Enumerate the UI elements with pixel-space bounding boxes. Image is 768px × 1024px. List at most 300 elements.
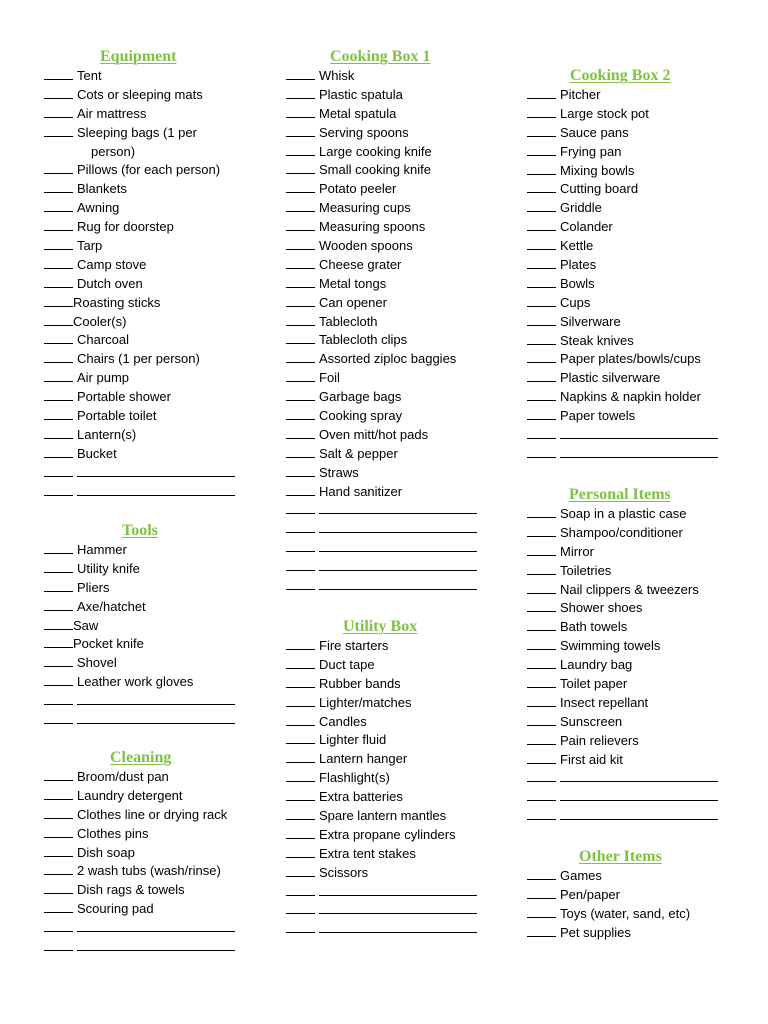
checklist-item-label: Pocket knife — [73, 636, 144, 652]
checkbox-blank-line[interactable] — [527, 180, 556, 193]
checkbox-blank-line[interactable] — [527, 543, 556, 556]
cooking-box-1-section — [286, 47, 526, 596]
checklist-item-label: Dish rags & towels — [77, 882, 185, 898]
blank-entry-row — [527, 426, 767, 445]
blank-entry-row — [286, 901, 526, 920]
checklist-item-label: Cutting board — [560, 181, 639, 197]
checklist-item — [44, 844, 284, 863]
checklist-item — [44, 541, 284, 560]
checkbox-blank-line[interactable] — [286, 713, 315, 726]
checklist-item — [44, 369, 284, 388]
blank-entry-row — [44, 692, 284, 711]
checkbox-blank-line[interactable] — [286, 883, 315, 896]
checklist-item — [527, 86, 767, 105]
checkbox-blank-line[interactable] — [44, 938, 73, 951]
checklist-item — [44, 654, 284, 673]
checklist-item — [527, 275, 767, 294]
write-in-line[interactable] — [77, 711, 235, 724]
checkbox-blank-line[interactable] — [286, 67, 315, 80]
checkbox-blank-line[interactable] — [286, 788, 315, 801]
checkbox-blank-line[interactable] — [286, 256, 315, 269]
checklist-item-label: Assorted ziploc baggies — [319, 351, 457, 367]
blank-entry-row — [286, 920, 526, 939]
checkbox-blank-line[interactable] — [44, 768, 73, 781]
write-in-line[interactable] — [319, 920, 477, 933]
checkbox-blank-line[interactable] — [286, 350, 315, 363]
checklist-item — [44, 161, 284, 180]
checklist-item-label: Scouring pad — [77, 901, 154, 917]
checkbox-blank-line[interactable] — [527, 524, 556, 537]
checklist-item — [44, 180, 284, 199]
checkbox-blank-line[interactable] — [286, 577, 315, 590]
checklist-item-label: Air pump — [77, 370, 130, 386]
checkbox-blank-line[interactable] — [527, 867, 556, 880]
checkbox-blank-line[interactable] — [286, 656, 315, 669]
checklist-item-label: Nail clippers & tweezers — [560, 581, 699, 597]
checklist-item — [286, 143, 526, 162]
checklist-item — [44, 313, 284, 332]
blank-entry-row — [527, 769, 767, 788]
checkbox-blank-line[interactable] — [44, 900, 73, 913]
checklist-item — [44, 598, 284, 617]
checkbox-blank-line[interactable] — [44, 598, 73, 611]
section-heading: Cooking Box 2 — [570, 67, 671, 84]
checkbox-blank-line[interactable] — [44, 331, 73, 344]
checkbox-blank-line[interactable] — [527, 86, 556, 99]
checklist-item — [44, 635, 284, 654]
checklist-item-label: Portable shower — [77, 389, 171, 405]
checkbox-blank-line[interactable] — [286, 826, 315, 839]
checkbox-blank-line[interactable] — [527, 694, 556, 707]
checklist-item — [286, 464, 526, 483]
checkbox-blank-line[interactable] — [286, 313, 315, 326]
checkbox-blank-line[interactable] — [286, 558, 315, 571]
checkbox-blank-line[interactable] — [44, 692, 73, 705]
checkbox-blank-line[interactable] — [44, 464, 73, 477]
write-in-line[interactable] — [319, 883, 477, 896]
checklist-item-label: Whisk — [319, 68, 355, 83]
checklist-item-label: Paper plates/bowls/cups — [560, 351, 701, 367]
checkbox-blank-line[interactable] — [527, 218, 556, 231]
checkbox-blank-line[interactable] — [44, 426, 73, 439]
section-heading: Utility Box — [343, 618, 418, 635]
cleaning-section — [44, 748, 284, 957]
checklist-item-label: Cots or sleeping mats — [77, 86, 203, 102]
checkbox-blank-line[interactable] — [44, 825, 73, 838]
checkbox-blank-line[interactable] — [286, 750, 315, 763]
section-heading: Cooking Box 1 — [330, 48, 431, 65]
write-in-line[interactable] — [77, 692, 235, 705]
checklist-item — [44, 407, 284, 426]
checklist-item-label: Frying pan — [560, 143, 622, 159]
checklist-item-label: Sunscreen — [560, 713, 623, 729]
checkbox-blank-line[interactable] — [527, 905, 556, 918]
checklist-item — [286, 713, 526, 732]
checkbox-blank-line[interactable] — [527, 199, 556, 212]
write-in-line[interactable] — [560, 788, 718, 801]
blank-entry-row — [286, 577, 526, 596]
checklist-item — [527, 350, 767, 369]
checklist-item-label: Games — [560, 868, 602, 883]
checklist-item — [527, 180, 767, 199]
checklist-item-label: Toilet paper — [560, 676, 628, 692]
checklist-item-label: Portable toilet — [77, 408, 157, 424]
checkbox-blank-line[interactable] — [286, 901, 315, 914]
checkbox-blank-line[interactable] — [527, 788, 556, 801]
checklist-item-label: Steak knives — [560, 332, 634, 348]
checklist-item-label: Broom/dust pan — [77, 769, 169, 784]
checkbox-blank-line[interactable] — [527, 732, 556, 745]
checklist-item — [527, 886, 767, 905]
checkbox-blank-line[interactable] — [286, 143, 315, 156]
write-in-line[interactable] — [560, 426, 718, 439]
checkbox-blank-line[interactable] — [527, 124, 556, 137]
checklist-item — [527, 388, 767, 407]
checklist-item — [527, 732, 767, 751]
write-in-line[interactable] — [77, 938, 235, 951]
checklist-item-label: Cooking spray — [319, 408, 403, 424]
checklist-item — [44, 445, 284, 464]
checklist-item-label: Metal spatula — [319, 105, 397, 121]
checklist-item-label: Straws — [319, 464, 359, 480]
checkbox-blank-line[interactable] — [527, 294, 556, 307]
checklist-item — [286, 788, 526, 807]
checklist-item-label: Cheese grater — [319, 256, 402, 272]
checkbox-blank-line[interactable] — [286, 237, 315, 250]
write-in-line[interactable] — [319, 520, 477, 533]
checkbox-blank-line[interactable] — [286, 331, 315, 344]
checkbox-blank-line[interactable] — [527, 407, 556, 420]
checkbox-blank-line[interactable] — [44, 881, 73, 894]
checklist-item-label: Foil — [319, 370, 340, 386]
checklist-item — [527, 524, 767, 543]
checkbox-blank-line[interactable] — [44, 919, 73, 932]
checkbox-blank-line[interactable] — [44, 350, 73, 363]
checkbox-blank-line[interactable] — [527, 751, 556, 764]
checkbox-blank-line[interactable] — [44, 199, 73, 212]
checkbox-blank-line[interactable] — [286, 105, 315, 118]
checklist-item — [44, 124, 284, 143]
checkbox-blank-line[interactable] — [286, 769, 315, 782]
checkbox-blank-line[interactable] — [44, 388, 73, 401]
checklist-item — [44, 256, 284, 275]
checklist-item — [527, 105, 767, 124]
blank-entry-row — [44, 919, 284, 938]
write-in-line[interactable] — [560, 769, 718, 782]
checklist-item-label: Bath towels — [560, 619, 628, 635]
checkbox-blank-line[interactable] — [286, 180, 315, 193]
checklist-item — [44, 426, 284, 445]
section-heading: Tools — [122, 522, 158, 539]
checkbox-blank-line[interactable] — [286, 864, 315, 877]
checkbox-blank-line[interactable] — [44, 711, 73, 724]
checklist-item — [44, 350, 284, 369]
checkbox-blank-line[interactable] — [286, 539, 315, 552]
write-in-line[interactable] — [319, 501, 477, 514]
checklist-item — [527, 332, 767, 351]
checkbox-blank-line[interactable] — [44, 86, 73, 99]
checkbox-blank-line[interactable] — [527, 656, 556, 669]
checkbox-blank-line[interactable] — [527, 350, 556, 363]
checkbox-blank-line[interactable] — [44, 635, 73, 648]
checklist-item — [527, 143, 767, 162]
checkbox-blank-line[interactable] — [527, 807, 556, 820]
checklist-item-label: Lighter/matches — [319, 694, 412, 710]
checkbox-blank-line[interactable] — [44, 787, 73, 800]
checkbox-blank-line[interactable] — [44, 673, 73, 686]
checkbox-blank-line[interactable] — [44, 617, 73, 630]
checklist-item-label: Spare lantern mantles — [319, 808, 447, 824]
checklist-item — [44, 275, 284, 294]
checklist-item — [527, 713, 767, 732]
checkbox-blank-line[interactable] — [44, 161, 73, 174]
checklist-item-label: Garbage bags — [319, 389, 402, 405]
checklist-item-label: Extra batteries — [319, 789, 403, 805]
checkbox-blank-line[interactable] — [286, 845, 315, 858]
checkbox-blank-line[interactable] — [527, 637, 556, 650]
checklist-item — [286, 67, 526, 86]
checklist-item — [44, 199, 284, 218]
checkbox-blank-line[interactable] — [527, 313, 556, 326]
checklist-item-label: Paper towels — [560, 408, 636, 424]
checkbox-blank-line[interactable] — [44, 407, 73, 420]
checklist-item-label: Hand sanitizer — [319, 483, 403, 499]
checkbox-blank-line[interactable] — [286, 161, 315, 174]
checkbox-blank-line[interactable] — [286, 218, 315, 231]
checklist-item — [286, 218, 526, 237]
checklist-item-label: Toys (water, sand, etc) — [560, 905, 691, 921]
checklist-item — [44, 900, 284, 919]
checkbox-blank-line[interactable] — [286, 464, 315, 477]
checkbox-blank-line[interactable] — [44, 445, 73, 458]
checkbox-blank-line[interactable] — [286, 275, 315, 288]
blank-entry-row — [286, 539, 526, 558]
checkbox-blank-line[interactable] — [286, 294, 315, 307]
equipment-section — [44, 47, 284, 501]
checkbox-blank-line[interactable] — [44, 369, 73, 382]
checkbox-blank-line[interactable] — [527, 886, 556, 899]
checklist-item — [527, 543, 767, 562]
checkbox-blank-line[interactable] — [527, 581, 556, 594]
checklist-item — [44, 673, 284, 692]
checkbox-blank-line[interactable] — [286, 637, 315, 650]
checklist-item — [527, 599, 767, 618]
checklist-item — [286, 694, 526, 713]
checklist-item — [286, 826, 526, 845]
checklist-item-label: Shower shoes — [560, 600, 643, 616]
checklist-item-label: Leather work gloves — [77, 674, 194, 690]
checklist-item — [527, 294, 767, 313]
checkbox-blank-line[interactable] — [44, 256, 73, 269]
checklist-item-label: Sleeping bags (1 per — [77, 124, 197, 140]
checklist-item-label: Extra tent stakes — [319, 845, 416, 861]
checklist-item — [286, 769, 526, 788]
checklist-item-label: Measuring cups — [319, 200, 411, 216]
checkbox-blank-line[interactable] — [527, 426, 556, 439]
checkbox-blank-line[interactable] — [527, 924, 556, 937]
blank-entry-row — [44, 938, 284, 957]
checkbox-blank-line[interactable] — [286, 388, 315, 401]
blank-entry-row — [286, 520, 526, 539]
checkbox-blank-line[interactable] — [527, 505, 556, 518]
checklist-item-label: Candles — [319, 713, 367, 729]
checklist-item-label: Salt & pepper — [319, 445, 398, 461]
checkbox-blank-line[interactable] — [44, 541, 73, 554]
checkbox-blank-line[interactable] — [527, 162, 556, 175]
checklist-item-label: Clothes line or drying rack — [77, 806, 228, 822]
checkbox-blank-line[interactable] — [527, 388, 556, 401]
checklist-item-label: Tablecloth clips — [319, 332, 408, 348]
checklist-item-label: Plates — [560, 257, 597, 273]
checkbox-blank-line[interactable] — [44, 105, 73, 118]
checkbox-blank-line[interactable] — [527, 369, 556, 382]
blank-entry-row — [286, 558, 526, 577]
checklist — [527, 86, 767, 464]
checkbox-blank-line[interactable] — [44, 67, 73, 80]
section-heading: Personal Items — [569, 486, 671, 503]
checkbox-blank-line[interactable] — [286, 445, 315, 458]
checklist-item — [44, 388, 284, 407]
checkbox-blank-line[interactable] — [286, 920, 315, 933]
checkbox-blank-line[interactable] — [286, 694, 315, 707]
checkbox-blank-line[interactable] — [44, 654, 73, 667]
checkbox-blank-line[interactable] — [527, 599, 556, 612]
checkbox-blank-line[interactable] — [527, 275, 556, 288]
checkbox-blank-line[interactable] — [527, 713, 556, 726]
checkbox-blank-line[interactable] — [44, 294, 73, 307]
checklist-item — [286, 388, 526, 407]
section-heading: Other Items — [579, 848, 662, 865]
checkbox-blank-line[interactable] — [44, 862, 73, 875]
checklist-item-label: Silverware — [560, 313, 621, 329]
write-in-line[interactable] — [77, 483, 235, 496]
checkbox-blank-line[interactable] — [527, 256, 556, 269]
write-in-line[interactable] — [77, 919, 235, 932]
checklist-item — [286, 807, 526, 826]
checklist-item — [44, 787, 284, 806]
checklist-item — [527, 407, 767, 426]
checklist-item-label: Large cooking knife — [319, 143, 432, 159]
write-in-line[interactable] — [319, 558, 477, 571]
checklist-item — [286, 105, 526, 124]
checkbox-blank-line[interactable] — [44, 313, 73, 326]
checklist-item-label: Kettle — [560, 238, 594, 254]
checkbox-blank-line[interactable] — [44, 483, 73, 496]
checkbox-blank-line[interactable] — [286, 520, 315, 533]
checkbox-blank-line[interactable] — [44, 806, 73, 819]
checkbox-blank-line[interactable] — [286, 124, 315, 137]
checkbox-blank-line[interactable] — [286, 483, 315, 496]
checklist-item — [286, 864, 526, 883]
checklist-item-label: Lantern hanger — [319, 751, 408, 767]
checklist-item-label: Pillows (for each person) — [77, 162, 221, 178]
checklist — [286, 637, 526, 939]
write-in-line[interactable] — [319, 901, 477, 914]
write-in-line[interactable] — [77, 464, 235, 477]
checklist-item — [286, 445, 526, 464]
checklist-item — [286, 124, 526, 143]
checklist-item — [527, 505, 767, 524]
checkbox-blank-line[interactable] — [44, 237, 73, 250]
checklist-item — [286, 294, 526, 313]
personal-items-section — [527, 485, 767, 826]
checkbox-blank-line[interactable] — [286, 501, 315, 514]
checklist-item — [286, 637, 526, 656]
checklist-item-label: Cups — [560, 294, 591, 310]
write-in-line[interactable] — [560, 807, 718, 820]
checklist-item-label: Tarp — [77, 238, 103, 254]
checkbox-blank-line[interactable] — [286, 86, 315, 99]
checkbox-blank-line[interactable] — [527, 769, 556, 782]
checklist-item — [286, 275, 526, 294]
checklist-item-label: Mirror — [560, 543, 594, 559]
checkbox-blank-line[interactable] — [44, 844, 73, 857]
blank-entry-row — [527, 788, 767, 807]
checkbox-blank-line[interactable] — [527, 675, 556, 688]
checklist-item-label: Griddle — [560, 200, 602, 216]
checklist-item-label: Soap in a plastic case — [560, 506, 687, 521]
checkbox-blank-line[interactable] — [286, 369, 315, 382]
write-in-line[interactable] — [319, 577, 477, 590]
checklist-item — [44, 617, 284, 636]
checkbox-blank-line[interactable] — [286, 675, 315, 688]
checklist-item — [286, 845, 526, 864]
checkbox-blank-line[interactable] — [527, 618, 556, 631]
checkbox-blank-line[interactable] — [44, 560, 73, 573]
checkbox-blank-line[interactable] — [286, 807, 315, 820]
checklist-item-label: Sauce pans — [560, 124, 629, 140]
checklist-item — [44, 86, 284, 105]
checkbox-blank-line[interactable] — [286, 407, 315, 420]
checkbox-blank-line[interactable] — [44, 180, 73, 193]
checkbox-blank-line[interactable] — [44, 124, 73, 137]
checklist-item — [44, 67, 284, 86]
checklist-item — [527, 581, 767, 600]
write-in-line[interactable] — [560, 445, 718, 458]
checkbox-blank-line[interactable] — [286, 199, 315, 212]
checklist-item — [286, 407, 526, 426]
checklist-item-label: Laundry detergent — [77, 787, 183, 803]
checklist-item-label: Can opener — [319, 294, 387, 310]
checkbox-blank-line[interactable] — [527, 332, 556, 345]
checkbox-blank-line[interactable] — [44, 579, 73, 592]
checklist-item-label: Insect repellant — [560, 694, 649, 710]
checklist-item — [527, 313, 767, 332]
checklist-item-label: Pet supplies — [560, 924, 631, 940]
checklist — [527, 505, 767, 826]
checklist-item — [44, 294, 284, 313]
checkbox-blank-line[interactable] — [286, 426, 315, 439]
checkbox-blank-line[interactable] — [44, 275, 73, 288]
checklist-item-label: Rubber bands — [319, 675, 401, 691]
checklist — [44, 541, 284, 730]
utility-box-section — [286, 617, 526, 939]
checklist-item — [44, 105, 284, 124]
checklist-item-label: Flashlight(s) — [319, 770, 390, 786]
checkbox-blank-line[interactable] — [527, 143, 556, 156]
checkbox-blank-line[interactable] — [44, 218, 73, 231]
checkbox-blank-line[interactable] — [527, 105, 556, 118]
checkbox-blank-line[interactable] — [527, 562, 556, 575]
checkbox-blank-line[interactable] — [286, 731, 315, 744]
checklist-item-label: Dish soap — [77, 844, 135, 860]
checkbox-blank-line[interactable] — [527, 237, 556, 250]
write-in-line[interactable] — [319, 539, 477, 552]
checklist-item — [286, 369, 526, 388]
checklist-item-label: Blankets — [77, 181, 127, 197]
checkbox-blank-line[interactable] — [527, 445, 556, 458]
checklist-item — [527, 637, 767, 656]
